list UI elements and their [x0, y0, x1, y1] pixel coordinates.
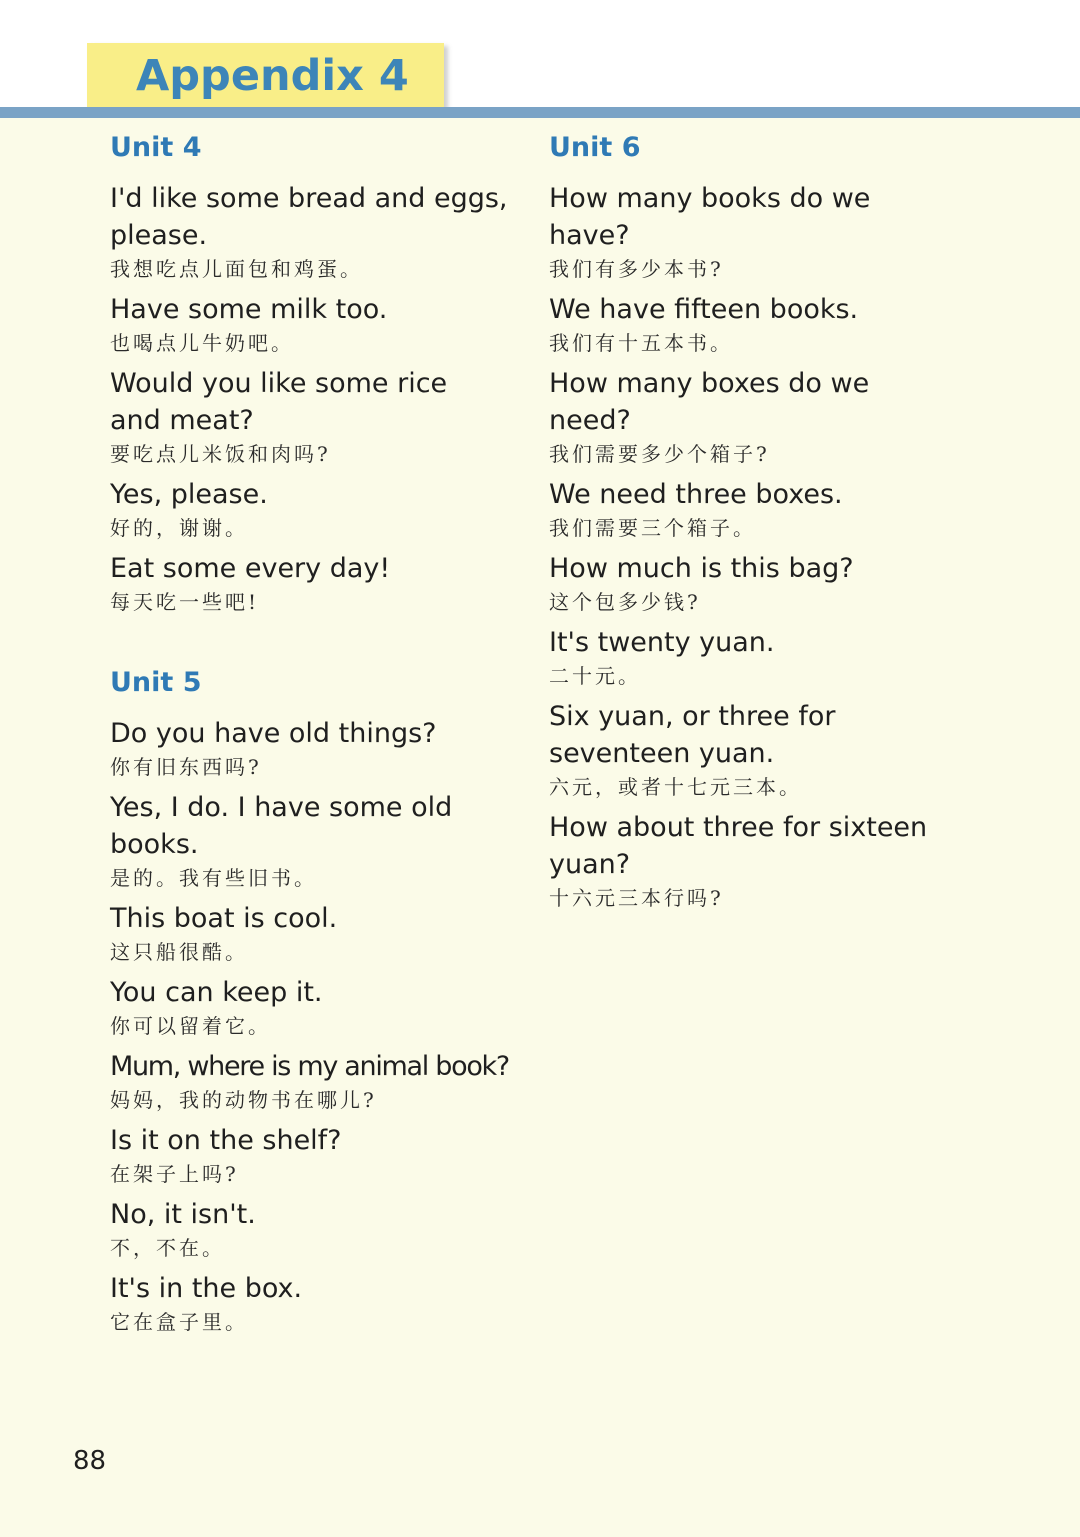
right-column	[549, 130, 969, 920]
english-phrase: How many boxes do we need?	[549, 368, 870, 436]
chinese-translation: 每天吃一些吧!	[110, 590, 260, 614]
chinese-translation: 它在盒子里。	[110, 1310, 248, 1334]
chinese-translation: 你可以留着它。	[110, 1014, 271, 1038]
phrase-entry	[110, 1196, 530, 1263]
english-phrase: Have some milk too.	[110, 294, 388, 325]
phrase-entry	[110, 550, 530, 617]
phrase-entry	[549, 698, 969, 802]
chinese-translation: 在架子上吗?	[110, 1162, 239, 1186]
phrase-entry	[110, 1270, 530, 1337]
unit-block-4	[110, 130, 530, 617]
phrase-entry	[549, 476, 969, 543]
english-phrase: This boat is cool.	[110, 903, 338, 934]
english-phrase: You can keep it.	[110, 977, 323, 1008]
phrase-entry	[549, 180, 969, 284]
chinese-translation: 这只船很酷。	[110, 940, 248, 964]
chinese-translation: 是的。我有些旧书。	[110, 866, 317, 890]
chinese-translation: 也喝点儿牛奶吧。	[110, 331, 294, 355]
english-phrase: Mum, where is my animal book?	[110, 1051, 509, 1082]
chinese-translation: 六元，或者十七元三本。	[549, 775, 802, 799]
phrase-entry	[110, 180, 530, 284]
english-phrase: I'd like some bread and eggs, please.	[110, 183, 508, 251]
header-rule	[0, 107, 1080, 118]
chinese-translation: 你有旧东西吗?	[110, 755, 262, 779]
chinese-translation: 要吃点儿米饭和肉吗?	[110, 442, 331, 466]
phrase-entry	[110, 291, 530, 358]
english-phrase: We have fifteen books.	[549, 294, 859, 325]
chinese-translation: 妈妈，我的动物书在哪儿?	[110, 1088, 377, 1112]
phrase-entry	[549, 809, 969, 913]
phrase-entry	[110, 900, 530, 967]
chinese-translation: 我们需要多少个箱子?	[549, 442, 770, 466]
english-phrase: How many books do we have?	[549, 183, 871, 251]
chinese-translation: 我们需要三个箱子。	[549, 516, 756, 540]
phrase-entry	[110, 365, 530, 469]
phrase-entry	[549, 365, 969, 469]
unit-block-5	[110, 665, 530, 1337]
chinese-translation: 好的，谢谢。	[110, 516, 248, 540]
english-phrase: No, it isn't.	[110, 1199, 256, 1230]
english-phrase: Yes, I do. I have some old books.	[110, 792, 453, 860]
phrase-entry	[549, 291, 969, 358]
phrase-entry	[110, 476, 530, 543]
chinese-translation: 十六元三本行吗?	[549, 886, 724, 910]
english-phrase: Yes, please.	[110, 479, 268, 510]
unit-heading: Unit 6	[549, 132, 641, 163]
english-phrase: Do you have old things?	[110, 718, 437, 749]
chinese-translation: 我想吃点儿面包和鸡蛋。	[110, 257, 363, 281]
chinese-translation: 这个包多少钱?	[549, 590, 701, 614]
phrase-entry	[549, 624, 969, 691]
page-number: 88	[73, 1446, 107, 1476]
unit-heading: Unit 4	[110, 132, 202, 163]
chinese-translation: 不，不在。	[110, 1236, 225, 1260]
english-phrase: Is it on the shelf?	[110, 1125, 342, 1156]
unit-heading: Unit 5	[110, 667, 202, 698]
english-phrase: How much is this bag?	[549, 553, 854, 584]
phrase-entry	[110, 715, 530, 782]
english-phrase: It's in the box.	[110, 1273, 303, 1304]
phrase-entry	[110, 974, 530, 1041]
english-phrase: How about three for sixteen yuan?	[549, 812, 928, 880]
phrase-entry	[110, 1048, 530, 1115]
chinese-translation: 我们有十五本书。	[549, 331, 733, 355]
english-phrase: We need three boxes.	[549, 479, 843, 510]
left-column	[110, 130, 530, 1344]
english-phrase: Eat some every day!	[110, 553, 391, 584]
chinese-translation: 我们有多少本书?	[549, 257, 724, 281]
page-title: Appendix 4	[136, 51, 409, 101]
english-phrase: Six yuan, or three for seventeen yuan.	[549, 701, 836, 769]
english-phrase: Would you like some rice and meat?	[110, 368, 448, 436]
chinese-translation: 二十元。	[549, 664, 641, 688]
english-phrase: It's twenty yuan.	[549, 627, 775, 658]
phrase-entry	[110, 789, 530, 893]
phrase-entry	[110, 1122, 530, 1189]
unit-block-6	[549, 130, 969, 913]
phrase-entry	[549, 550, 969, 617]
